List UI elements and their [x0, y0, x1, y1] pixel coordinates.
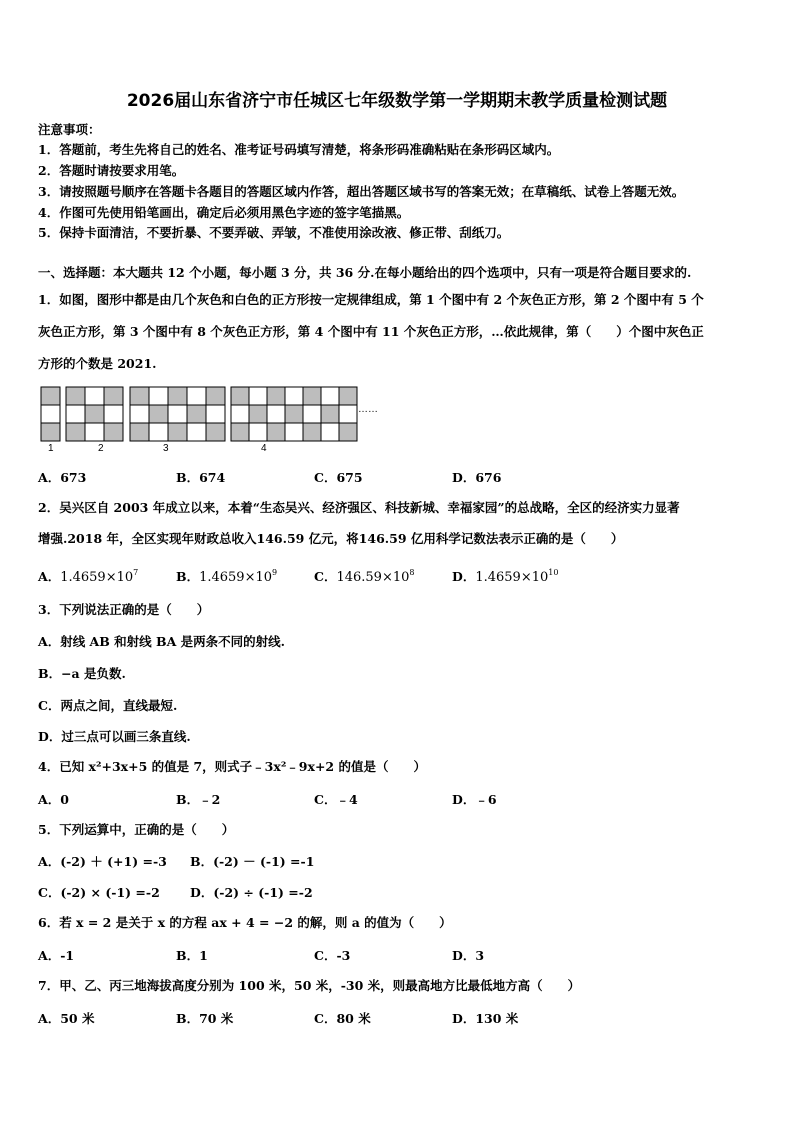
- question-text: 2．吴兴区自 2003 年成立以来，本着“生态吴兴、经济强区、科技新城、幸福家园”的总战略，全区的经济实力显著: [38, 500, 680, 515]
- note-item: 5．保持卡面清洁，不要折暴、不要弄破、弄皱，不准使用涂改液、修正带、刮纸刀。: [38, 225, 510, 240]
- answer-option: B．70 米: [176, 1011, 234, 1026]
- answer-option: B．674: [176, 470, 226, 485]
- question-text: 4．已知 x²+3x+5 的值是 7，则式子﹣3x²﹣9x+2 的值是（ ）: [38, 759, 426, 774]
- grid-pattern-figure: [38, 380, 378, 462]
- page-title: 2026届山东省济宁市任城区七年级数学第一学期期末教学质量检测试题: [126, 91, 668, 111]
- answer-option: C．(-2) × (-1) =-2: [38, 885, 160, 900]
- note-item: 4．作图可先使用铅笔画出，确定后必须用黑色字迹的签字笔描黑。: [38, 205, 410, 220]
- answer-option: D．$1.4659\times 10^{10}$: [452, 568, 559, 585]
- question-text: 增强.2018 年，全区实现年财政总收入146.59 亿元，将146.59 亿用科学记数法表示正确的是（ ）: [38, 531, 624, 546]
- question-text: 5．下列运算中，正确的是（ ）: [38, 822, 235, 837]
- question-text: 7．甲、乙、丙三地海拔高度分别为 100 米，50 米，-30 米，则最高地方比最低地方高（ ）: [38, 978, 581, 993]
- answer-option: B．−a 是负数.: [38, 666, 126, 681]
- answer-option: D．(-2) ÷ (-1) =-2: [190, 885, 313, 900]
- answer-option: C．﹣4: [314, 792, 358, 807]
- answer-option: D．3: [452, 948, 485, 963]
- answer-option: B．﹣2: [176, 792, 221, 807]
- answer-option: A．50 米: [38, 1011, 95, 1026]
- answer-option: A．0: [38, 792, 69, 807]
- answer-option: A．-1: [38, 948, 75, 963]
- figure-label-2: 2: [98, 443, 104, 454]
- question-text: 3．下列说法正确的是（ ）: [38, 602, 210, 617]
- answer-option: B．$1.4659\times 10^9$: [176, 568, 278, 585]
- note-item: 1．答题前，考生先将自己的姓名、准考证号码填写清楚，将条形码准确粘贴在条形码区域内。: [38, 142, 560, 157]
- answer-option: C．675: [314, 470, 363, 485]
- notes-heading: 注意事项：: [38, 122, 101, 137]
- figure-label-3: 3: [163, 443, 169, 454]
- figure-label-1: 1: [48, 443, 54, 454]
- answer-option: A．$1.4659\times 10^7$: [38, 568, 139, 585]
- figure-label-4: 4: [261, 443, 267, 454]
- answer-option: D．676: [452, 470, 502, 485]
- question-text: 1．如图，图形中都是由几个灰色和白色的正方形按一定规律组成，第 1 个图中有 2 个灰色正方形，第 2 个图中有 5 个: [38, 292, 704, 307]
- answer-option: B．1: [176, 948, 208, 963]
- question-text: 灰色正方形，第 3 个图中有 8 个灰色正方形，第 4 个图中有 11 个灰色正方形，…依此规律，第（ ）个图中灰色正: [38, 324, 704, 339]
- question-text: 6．若 x = 2 是关于 x 的方程 ax + 4 = −2 的解，则 a 的值为（ ）: [38, 915, 452, 930]
- answer-option: C．两点之间，直线最短.: [38, 698, 178, 713]
- figure-ellipsis: ……: [358, 404, 378, 415]
- answer-option: D．过三点可以画三条直线.: [38, 729, 191, 744]
- answer-option: C．-3: [314, 948, 351, 963]
- answer-option: D．130 米: [452, 1011, 519, 1026]
- answer-option: B．(-2) － (-1) =-1: [190, 854, 315, 869]
- answer-option: A．673: [38, 470, 87, 485]
- question-text: 方形的个数是 2021.: [38, 356, 157, 371]
- answer-option: C．$146.59\times 10^8$: [314, 568, 415, 585]
- answer-option: A．射线 AB 和射线 BA 是两条不同的射线.: [38, 634, 285, 649]
- note-item: 2．答题时请按要求用笔。: [38, 163, 185, 178]
- answer-option: D．﹣6: [452, 792, 497, 807]
- section-heading: 一、选择题：本大题共 12 个小题，每小题 3 分，共 36 分.在每小题给出的四个选项中，只有一项是符合题目要求的.: [38, 265, 692, 280]
- note-item: 3．请按照题号顺序在答题卡各题目的答题区域内作答，超出答题区域书写的答案无效；在草稿纸、试卷上答题无效。: [38, 184, 685, 199]
- answer-option: A．(-2) ＋ (+1) =-3: [38, 854, 167, 869]
- answer-option: C．80 米: [314, 1011, 371, 1026]
- grid-pattern-svg: [38, 380, 378, 458]
